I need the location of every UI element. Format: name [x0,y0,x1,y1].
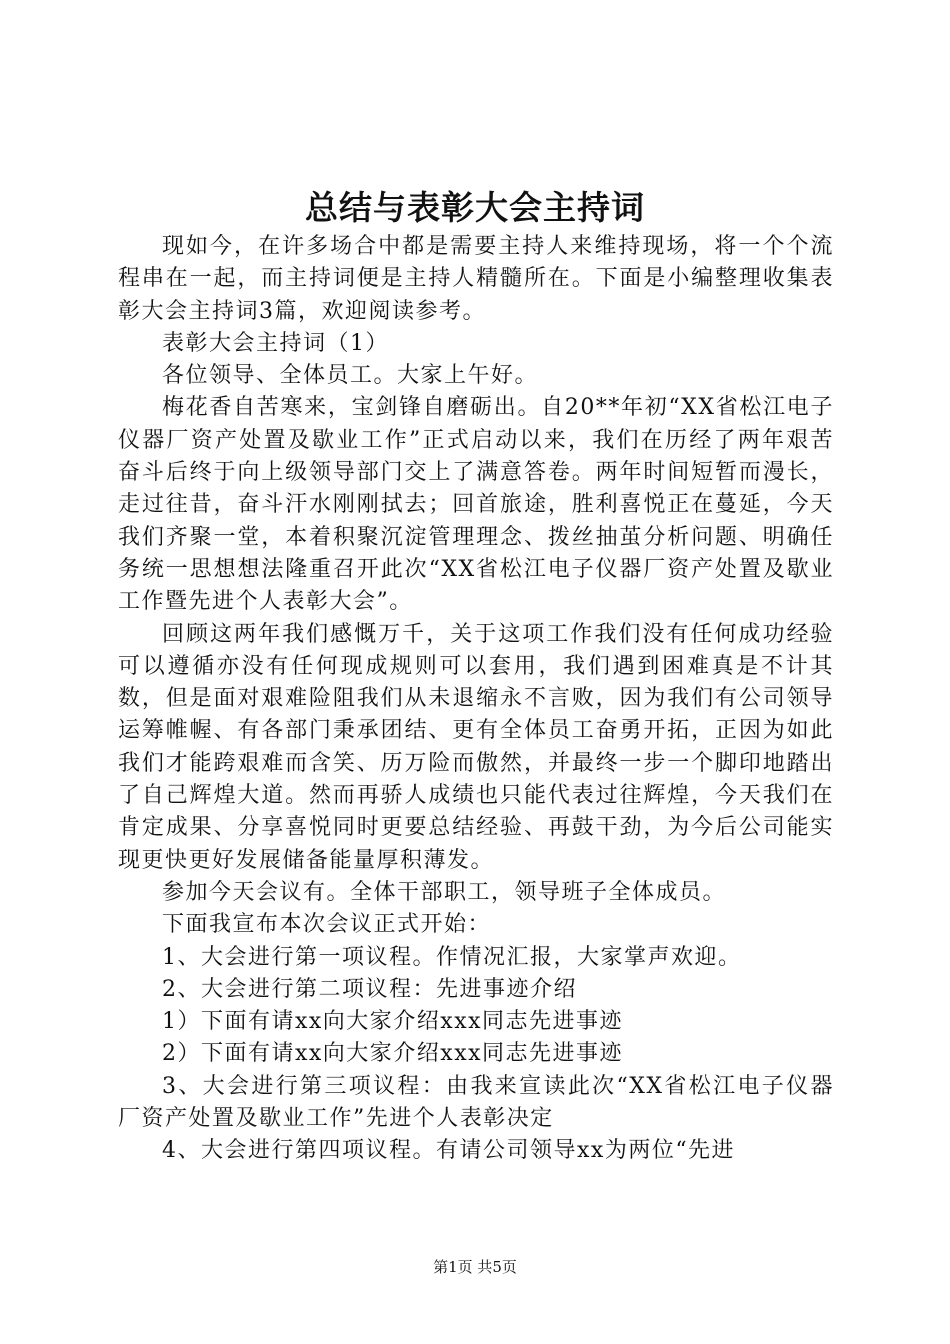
paragraph-greeting: 各位领导、全体员工。大家上午好。 [162,363,539,389]
agenda-subitem-1: 1）下面有请xx向大家介绍xxx同志先进事迹 [162,1009,624,1035]
page-number-footer: 第1页 共5页 [433,1258,517,1276]
paragraph-review: 回顾这两年我们感慨万千，关于这项工作我们没有任何成功经验可以遵循亦没有任何现成规则可以套用，我们遇到困难真是不计其数，但是面对艰难险阻我们从未退缩永不言败，因为我们有公司领导运筹帷幄、有各部门秉承团结、更有全体员工奋勇开拓，正因为如此我们才能跨艰难而含笑、历万险而傲然，并最终一步一个脚印地踏出了自己辉煌大道。然而再骄人成绩也只能代表过往辉煌，今天我们在肯定成果、分享喜悦同时更要总结经验、再鼓干劲，为今后公司能实现更快更好发展储备能量厚积薄发。 [118,621,834,873]
document-body [118,231,834,1168]
agenda-item-3: 3、大会进行第三项议程：由我来宣读此次“XX省松江电子仪器厂资产处置及歇业工作”先进个人表彰决定 [118,1073,834,1132]
agenda-item-2: 2、大会进行第二项议程：先进事迹介绍 [162,976,577,1002]
paragraph-intro: 现如今，在许多场合中都是需要主持人来维持现场，将一个个流程串在一起，而主持词便是主持人精髓所在。下面是小编整理收集表彰大会主持词3篇，欢迎阅读参考。 [118,234,834,324]
paragraph-opening: 梅花香自苦寒来，宝剑锋自磨砺出。自20**年初“XX省松江电子仪器厂资产处置及歇业工作”正式启动以来，我们在历经了两年艰苦奋斗后终于向上级领导部门交上了满意答卷。两年时间短暂而漫长，走过往昔，奋斗汗水刚刚拭去；回首旅途，胜利喜悦正在蔓延，今天我们齐聚一堂，本着积聚沉淀管理理念、拨丝抽茧分析问题、明确任务统一思想想法隆重召开此次“XX省松江电子仪器厂资产处置及歇业工作暨先进个人表彰大会”。 [118,395,834,615]
agenda-subitem-2: 2）下面有请xx向大家介绍xxx同志先进事迹 [162,1041,624,1067]
agenda-item-1: 1、大会进行第一项议程。作情况汇报，大家掌声欢迎。 [162,944,742,970]
document-title: 总结与表彰大会主持词 [305,188,645,227]
agenda-item-4: 4、大会进行第四项议程。有请公司领导xx为两位“先进 [162,1138,736,1164]
paragraph-attendees: 参加今天会议有。全体干部职工，领导班子全体成员。 [162,879,727,905]
paragraph-announcement: 下面我宣布本次会议正式开始： [162,912,492,938]
paragraph-section-heading: 表彰大会主持词（1） [162,330,389,356]
